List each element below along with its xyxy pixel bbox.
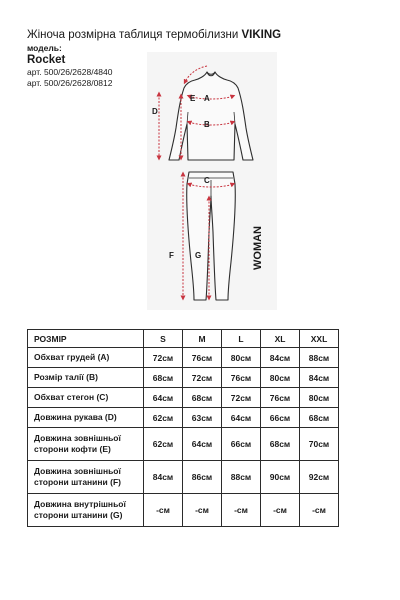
table-cell: 72см xyxy=(222,388,261,408)
page-title xyxy=(27,28,367,42)
marker-e: E xyxy=(190,94,196,103)
table-row xyxy=(28,368,339,388)
table-cell: -см xyxy=(222,494,261,527)
table-cell: 66см xyxy=(261,408,300,428)
marker-b: B xyxy=(204,120,210,129)
table-row xyxy=(28,348,339,368)
brand-name: VIKING xyxy=(241,29,282,41)
table-cell: 68см xyxy=(300,408,339,428)
row-label: Обхват грудей (A) xyxy=(28,348,144,368)
table-row xyxy=(28,461,339,494)
table-cell: 70см xyxy=(300,428,339,461)
table-row xyxy=(28,408,339,428)
row-label: Розмір талії (B) xyxy=(28,368,144,388)
marker-g: G xyxy=(195,251,202,260)
row-label: Довжина зовнішньої сторони кофти (E) xyxy=(28,428,144,461)
table-cell: 90см xyxy=(261,461,300,494)
model-label: модель: xyxy=(27,43,62,53)
table-cell: 84см xyxy=(300,368,339,388)
table-cell: 72см xyxy=(144,348,183,368)
body-diagram xyxy=(147,52,277,310)
table-cell: 86см xyxy=(183,461,222,494)
top-garment-outline xyxy=(169,72,253,160)
table-cell: 84см xyxy=(144,461,183,494)
table-cell: -см xyxy=(261,494,300,527)
table-cell: 76см xyxy=(261,388,300,408)
size-col-xxl: XXL xyxy=(300,330,339,348)
table-cell: -см xyxy=(144,494,183,527)
table-cell: 92см xyxy=(300,461,339,494)
table-row xyxy=(28,494,339,527)
table-cell: 80см xyxy=(261,368,300,388)
table-cell: 68см xyxy=(261,428,300,461)
table-cell: 72см xyxy=(183,368,222,388)
size-table xyxy=(27,329,339,527)
row-label: Довжина зовнішньої сторони штанини (F) xyxy=(28,461,144,494)
table-cell: 64см xyxy=(144,388,183,408)
table-cell: -см xyxy=(183,494,222,527)
table-cell: 88см xyxy=(300,348,339,368)
marker-f: F xyxy=(169,251,174,260)
table-cell: 62см xyxy=(144,408,183,428)
table-cell: 68см xyxy=(183,388,222,408)
table-cell: 88см xyxy=(222,461,261,494)
size-col-m: M xyxy=(183,330,222,348)
article-number-2: арт. 500/26/2628/0812 xyxy=(27,78,113,88)
table-cell: 80см xyxy=(300,388,339,408)
table-cell: -см xyxy=(300,494,339,527)
bottom-garment-outline xyxy=(187,172,236,300)
article-number-1: арт. 500/26/2628/4840 xyxy=(27,67,113,77)
table-cell: 76см xyxy=(222,368,261,388)
title-text: Жіноча розмірна таблиця термобілизни xyxy=(27,29,239,41)
row-label: Обхват стегон (C) xyxy=(28,388,144,408)
model-name: Rocket xyxy=(27,54,66,66)
table-row xyxy=(28,388,339,408)
table-cell: 84см xyxy=(261,348,300,368)
size-header: РОЗМІР xyxy=(28,330,144,348)
row-label: Довжина внутрішньої сторони штанини (G) xyxy=(28,494,144,527)
measurement-figure xyxy=(147,52,277,310)
table-cell: 76см xyxy=(183,348,222,368)
table-row xyxy=(28,428,339,461)
table-cell: 66см xyxy=(222,428,261,461)
table-cell: 64см xyxy=(183,428,222,461)
marker-a: A xyxy=(204,94,210,103)
marker-c: C xyxy=(204,176,210,185)
marker-d: D xyxy=(152,107,158,116)
table-cell: 80см xyxy=(222,348,261,368)
size-col-xl: XL xyxy=(261,330,300,348)
table-cell: 63см xyxy=(183,408,222,428)
woman-label: WOMAN xyxy=(252,226,264,270)
row-label: Довжина рукава (D) xyxy=(28,408,144,428)
size-col-l: L xyxy=(222,330,261,348)
table-cell: 62см xyxy=(144,428,183,461)
table-header-row xyxy=(28,330,339,348)
table-cell: 68см xyxy=(144,368,183,388)
table-cell: 64см xyxy=(222,408,261,428)
size-col-s: S xyxy=(144,330,183,348)
